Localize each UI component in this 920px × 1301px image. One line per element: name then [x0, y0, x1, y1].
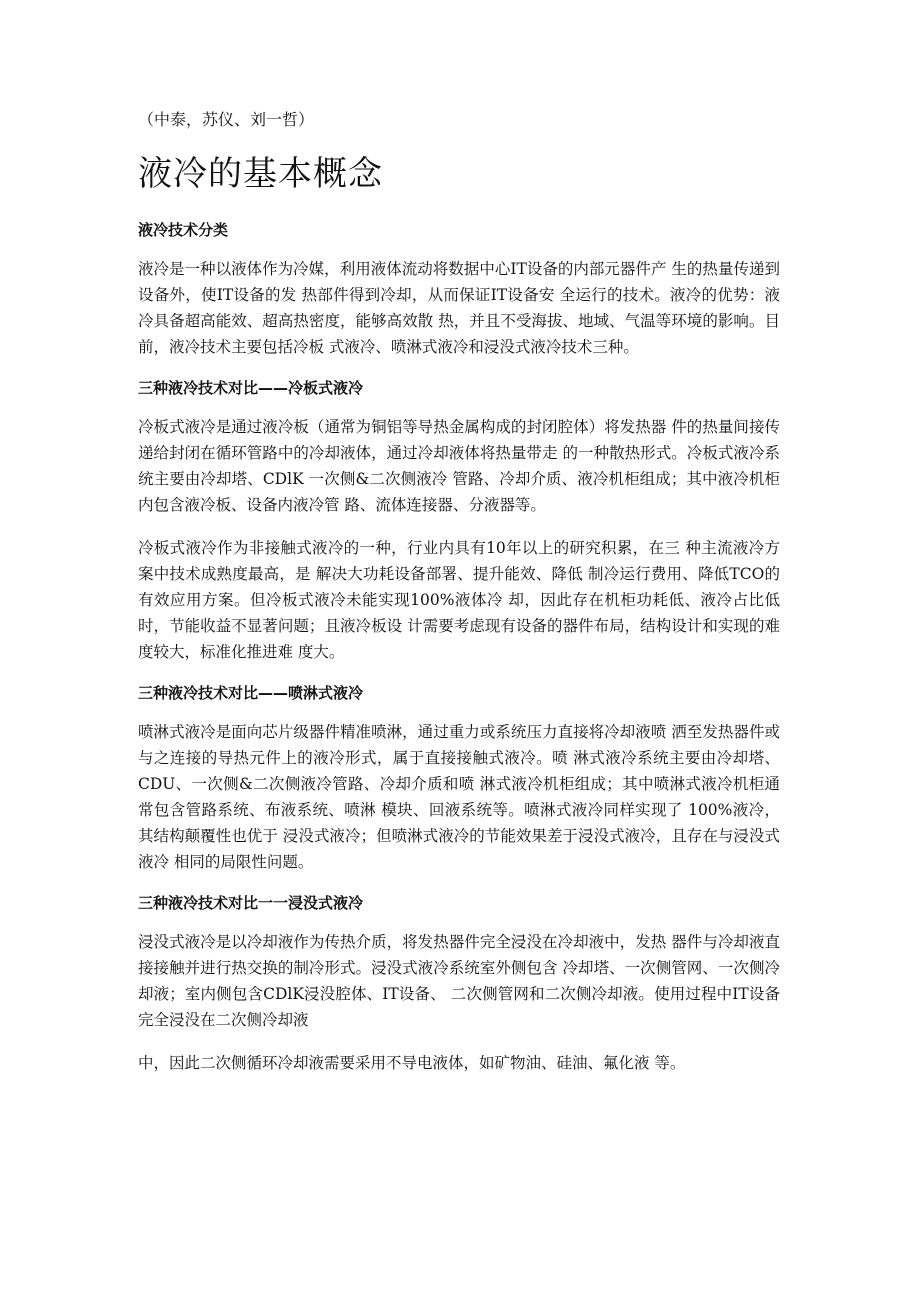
section-heading-immersion: 三种液冷技术对比一一浸没式液冷	[138, 894, 364, 912]
paragraph-classification: 液冷是一种以液体作为冷媒，利用液体流动将数据中心IT设备的内部元器件产 生的热量传递到设备外，使IT设备的发 热部件得到冷却，从而保证IT设备安 全运行的技术。液冷的优势：液冷具备超高能效、超高热密度，能够高效散 热，并且不受海拔、地域、气温等环境的影响。目前，液冷技术主要包括冷板 式液冷、喷淋式液冷和浸没式液冷技术三种。	[138, 260, 780, 356]
author-line: （中泰，苏仪、刘一哲）	[138, 110, 315, 129]
paragraph-immersion-1: 浸没式液冷是以冷却液作为传热介质，将发热器件完全浸没在冷却液中，发热 器件与冷却液直接接触并进行热交换的制冷形式。浸没式液冷系统室外侧包含 冷却塔、一次侧管网、一次侧冷却液；室内侧包含CDlK浸没腔体、IT设备、 二次侧管网和二次侧冷却液。使用过程中IT设备完全浸没在二次侧冷却液	[138, 933, 780, 1029]
section-heading-classification: 液冷技术分类	[138, 221, 229, 239]
paragraph-immersion-2: 中，因此二次侧循环冷却液需要采用不导电液体，如矿物油、硅油、氟化液 等。	[138, 1054, 686, 1072]
page-title: 液冷的基本概念	[138, 154, 383, 194]
paragraph-cold-plate-1: 冷板式液冷是通过液冷板（通常为铜铝等导热金属构成的封闭腔体）将发热器 件的热量间接传递给封闭在循环管路中的冷却液体，通过冷却液体将热量带走 的一种散热形式。冷板式液冷系统主要由冷却塔、CDlK 一次侧&二次侧液冷 管路、冷却介质、液冷机柜组成；其中液冷机柜内包含液冷板、设备内液冷管 路、流体连接器、分液器等。	[138, 418, 780, 514]
paragraph-cold-plate-2: 冷板式液冷作为非接触式液冷的一种，行业内具有10年以上的研究积累，在三 种主流液冷方案中技术成熟度最高，是 解决大功耗设备部署、提升能效、降低 制冷运行费用、降低TCO的有效应用方案。但冷板式液冷未能实现100%液体冷 却，因此存在机柜功耗低、液冷占比低时，节能收益不显著问题；且液冷板设 计需要考虑现有设备的器件布局，结构设计和实现的难度较大，标准化推进难 度大。	[138, 539, 780, 661]
section-heading-cold-plate: 三种液冷技术对比——冷板式液冷	[138, 379, 364, 397]
document-page	[138, 108, 780, 1093]
section-heading-spray: 三种液冷技术对比——喷淋式液冷	[138, 684, 364, 702]
paragraph-spray: 喷淋式液冷是面向芯片级器件精准喷淋，通过重力或系统压力直接将冷却液喷 洒至发热器件或与之连接的导热元件上的液冷形式，属于直接接触式液冷。喷 淋式液冷系统主要由冷却塔、CDU、一次侧&二次侧液冷管路、冷却介质和喷 淋式液冷机柜组成；其中喷淋式液冷机柜通常包含管路系统、布液系统、喷淋 模块、回液系统等。喷淋式液冷同样实现了 100%液冷，其结构颠覆性也优于 浸没式液冷；但喷淋式液冷的节能效果差于浸没式液冷，且存在与浸没式液冷 相同的局限性问题。	[138, 723, 780, 871]
